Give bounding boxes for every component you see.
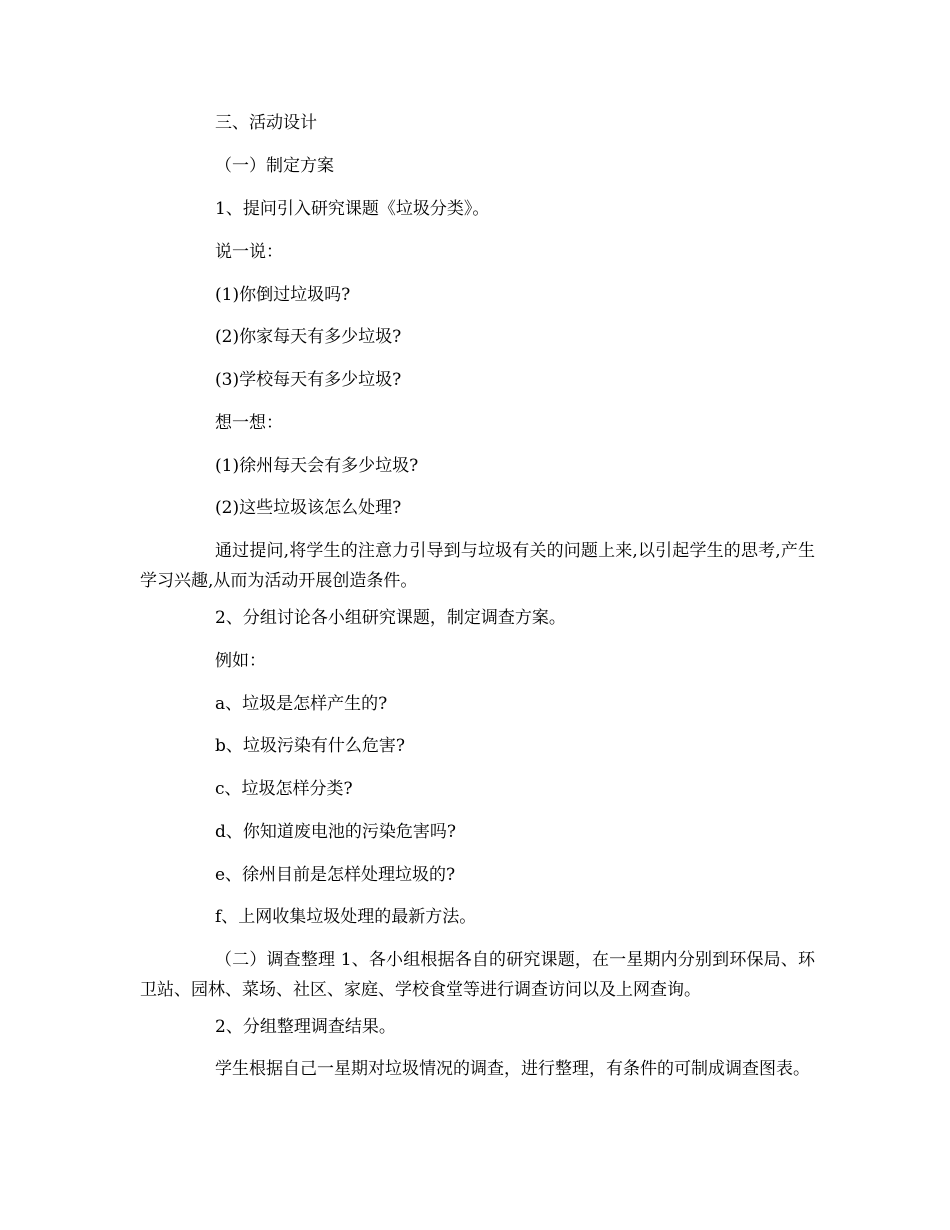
example-item: c、垃圾怎样分类? bbox=[215, 779, 353, 799]
example-item: b、垃圾污染有什么危害? bbox=[215, 736, 405, 756]
section-title: 三、活动设计 bbox=[215, 113, 317, 133]
example-item: f、上网收集垃圾处理的最新方法。 bbox=[215, 907, 477, 927]
question-item: (2)这些垃圾该怎么处理? bbox=[215, 498, 402, 518]
paragraph: （二）调查整理 1、各小组根据各自的研究课题，在一星期内分别到环保局、环卫站、园林、菜场、社区、家庭、学校食堂等进行调查访问以及上网查询。 bbox=[140, 950, 815, 1000]
subsection-heading: （一）制定方案 bbox=[215, 156, 334, 176]
example-item: e、徐州目前是怎样处理垃圾的? bbox=[215, 865, 456, 885]
list-item: 2、分组讨论各小组研究课题，制定调查方案。 bbox=[215, 608, 566, 628]
label-text: 说一说： bbox=[215, 242, 283, 262]
label-text: 想一想： bbox=[215, 413, 283, 433]
list-item: 1、提问引入研究课题《垃圾分类》。 bbox=[215, 199, 490, 219]
question-item: (2)你家每天有多少垃圾? bbox=[215, 327, 402, 347]
list-item: 2、分组整理调查结果。 bbox=[215, 1017, 396, 1037]
paragraph: 学生根据自己一星期对垃圾情况的调查，进行整理，有条件的可制成调查图表。 bbox=[215, 1059, 810, 1079]
question-item: (1)徐州每天会有多少垃圾? bbox=[215, 456, 419, 476]
label-text: 例如： bbox=[215, 651, 266, 671]
example-item: d、你知道废电池的污染危害吗? bbox=[215, 822, 456, 842]
question-item: (1)你倒过垃圾吗? bbox=[215, 285, 351, 305]
example-item: a、垃圾是怎样产生的? bbox=[215, 694, 388, 714]
question-item: (3)学校每天有多少垃圾? bbox=[215, 370, 402, 390]
paragraph: 通过提问,将学生的注意力引导到与垃圾有关的问题上来,以引起学生的思考,产生学习兴趣,从而为活动开展创造条件。 bbox=[140, 541, 815, 591]
